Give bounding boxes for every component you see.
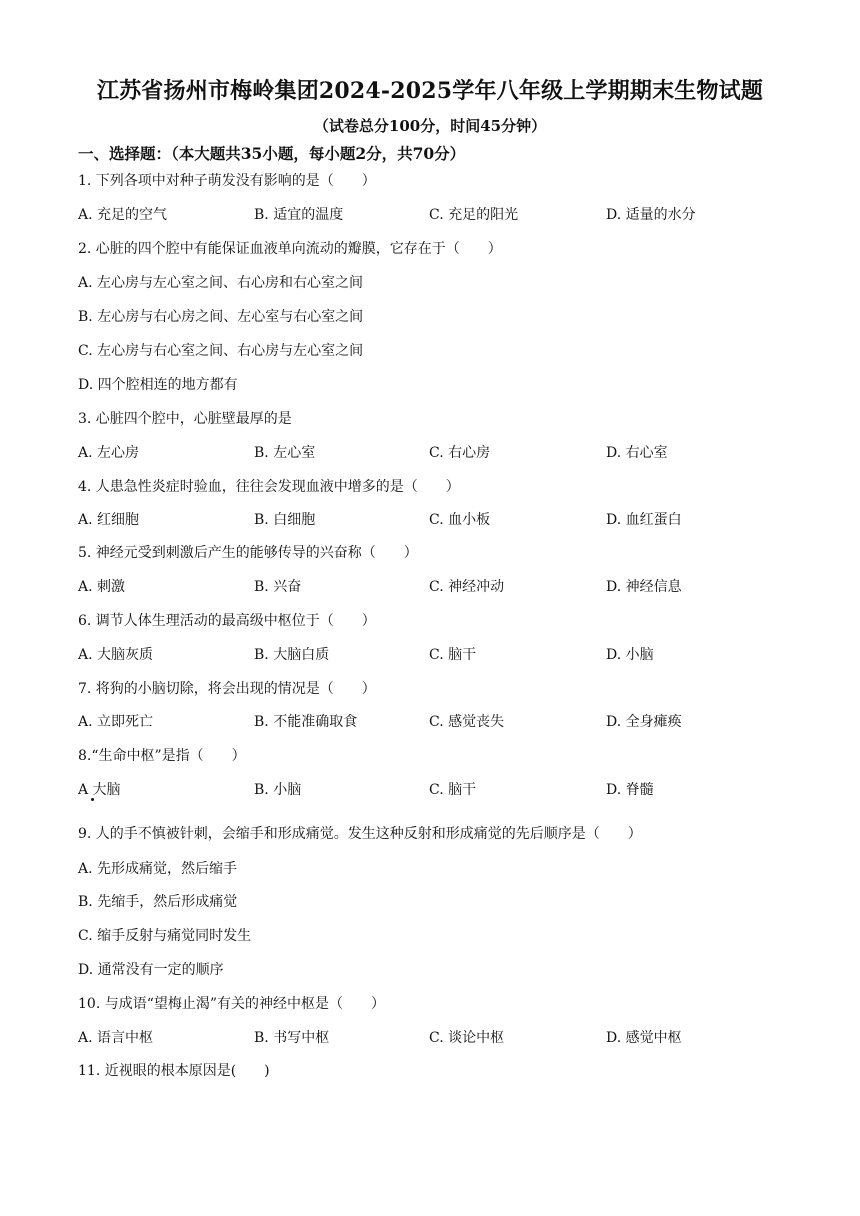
option-d: D. 感觉中枢: [606, 1030, 682, 1046]
option-d: D. 血红蛋白: [606, 512, 682, 528]
question-2-option-a: A. 左心房与左心室之间、右心房和右心室之间: [78, 275, 364, 291]
question-5-options: [78, 578, 778, 596]
page-subtitle: （试卷总分100分，时间45分钟）: [313, 117, 547, 135]
question-10-options: [78, 1029, 778, 1047]
option-b: B. 左心室: [254, 445, 316, 461]
option-b: B. 兴奋: [254, 579, 302, 595]
option-c: C. 神经冲动: [429, 579, 505, 595]
option-b: B. 白细胞: [254, 512, 316, 528]
option-a: A. 左心房: [78, 445, 140, 461]
option-d: D. 全身瘫痪: [606, 714, 682, 730]
option-c: C. 谈论中枢: [429, 1030, 505, 1046]
question-9-option-a: A. 先形成痛觉，然后缩手: [78, 861, 238, 877]
question-7-options: [78, 713, 778, 731]
option-d: D. 小脑: [606, 647, 654, 663]
option-a: A. 语言中枢: [78, 1030, 154, 1046]
question-1-stem: 1. 下列各项中对种子萌发没有影响的是（ ）: [78, 173, 376, 189]
option-d: D. 右心室: [606, 445, 668, 461]
question-4-options: [78, 511, 778, 529]
option-a: A. 刺激: [78, 579, 126, 595]
question-8-options: [78, 781, 778, 799]
question-10-stem: 10. 与成语“望梅止渴”有关的神经中枢是（ ）: [78, 996, 386, 1012]
option-c: C. 右心房: [429, 445, 491, 461]
stray-dot-mark: [91, 798, 94, 801]
option-c: C. 充足的阳光: [429, 207, 519, 223]
option-b: B. 不能准确取食: [254, 714, 358, 730]
question-9-option-b: B. 先缩手，然后形成痛觉: [78, 894, 238, 910]
question-9-option-d: D. 通常没有一定的顺序: [78, 962, 224, 978]
question-7-stem: 7. 将狗的小脑切除，将会出现的情况是（ ）: [78, 681, 376, 697]
option-d: D. 脊髓: [606, 782, 654, 798]
option-b: B. 适宜的温度: [254, 207, 344, 223]
option-b: B. 书写中枢: [254, 1030, 330, 1046]
option-b: B. 小脑: [254, 782, 302, 798]
option-c: C. 脑干: [429, 782, 477, 798]
question-9-stem: 9. 人的手不慎被针刺，会缩手和形成痛觉。发生这种反射和形成痛觉的先后顺序是（ ）: [78, 826, 642, 842]
question-11-stem: 11. 近视眼的根本原因是( ): [78, 1063, 270, 1079]
question-2-option-b: B. 左心房与右心房之间、左心室与右心室之间: [78, 309, 364, 325]
option-a: A. 充足的空气: [78, 207, 168, 223]
question-4-stem: 4. 人患急性炎症时验血，往往会发现血液中增多的是（ ）: [78, 479, 460, 495]
question-6-options: [78, 646, 778, 664]
question-6-stem: 6. 调节人体生理活动的最高级中枢位于（ ）: [78, 613, 376, 629]
option-d: D. 适量的水分: [606, 207, 696, 223]
question-1-options: [78, 206, 778, 224]
question-9-option-c: C. 缩手反射与痛觉同时发生: [78, 928, 252, 944]
option-a: A. 大脑灰质: [78, 647, 154, 663]
question-3-options: [78, 444, 778, 462]
question-3-stem: 3. 心脏四个腔中，心脏壁最厚的是: [78, 411, 292, 427]
option-c: C. 血小板: [429, 512, 491, 528]
page-title: 江苏省扬州市梅岭集团2024-2025学年八年级上学期期末生物试题: [96, 78, 764, 104]
option-c: C. 感觉丧失: [429, 714, 505, 730]
question-2-stem: 2. 心脏的四个腔中有能保证血液单向流动的瓣膜，它存在于（ ）: [78, 241, 502, 257]
option-a: A 大脑: [78, 782, 121, 798]
question-8-stem: 8.“生命中枢”是指（ ）: [78, 748, 246, 764]
option-d: D. 神经信息: [606, 579, 682, 595]
question-2-option-c: C. 左心房与右心室之间、右心房与左心室之间: [78, 343, 364, 359]
option-b: B. 大脑白质: [254, 647, 330, 663]
option-a: A. 立即死亡: [78, 714, 154, 730]
question-5-stem: 5. 神经元受到刺激后产生的能够传导的兴奋称（ ）: [78, 545, 418, 561]
question-2-option-d: D. 四个腔相连的地方都有: [78, 377, 238, 393]
option-c: C. 脑干: [429, 647, 477, 663]
section-heading: 一、选择题：（本大题共35小题，每小题2分，共70分）: [78, 144, 466, 163]
option-a: A. 红细胞: [78, 512, 140, 528]
